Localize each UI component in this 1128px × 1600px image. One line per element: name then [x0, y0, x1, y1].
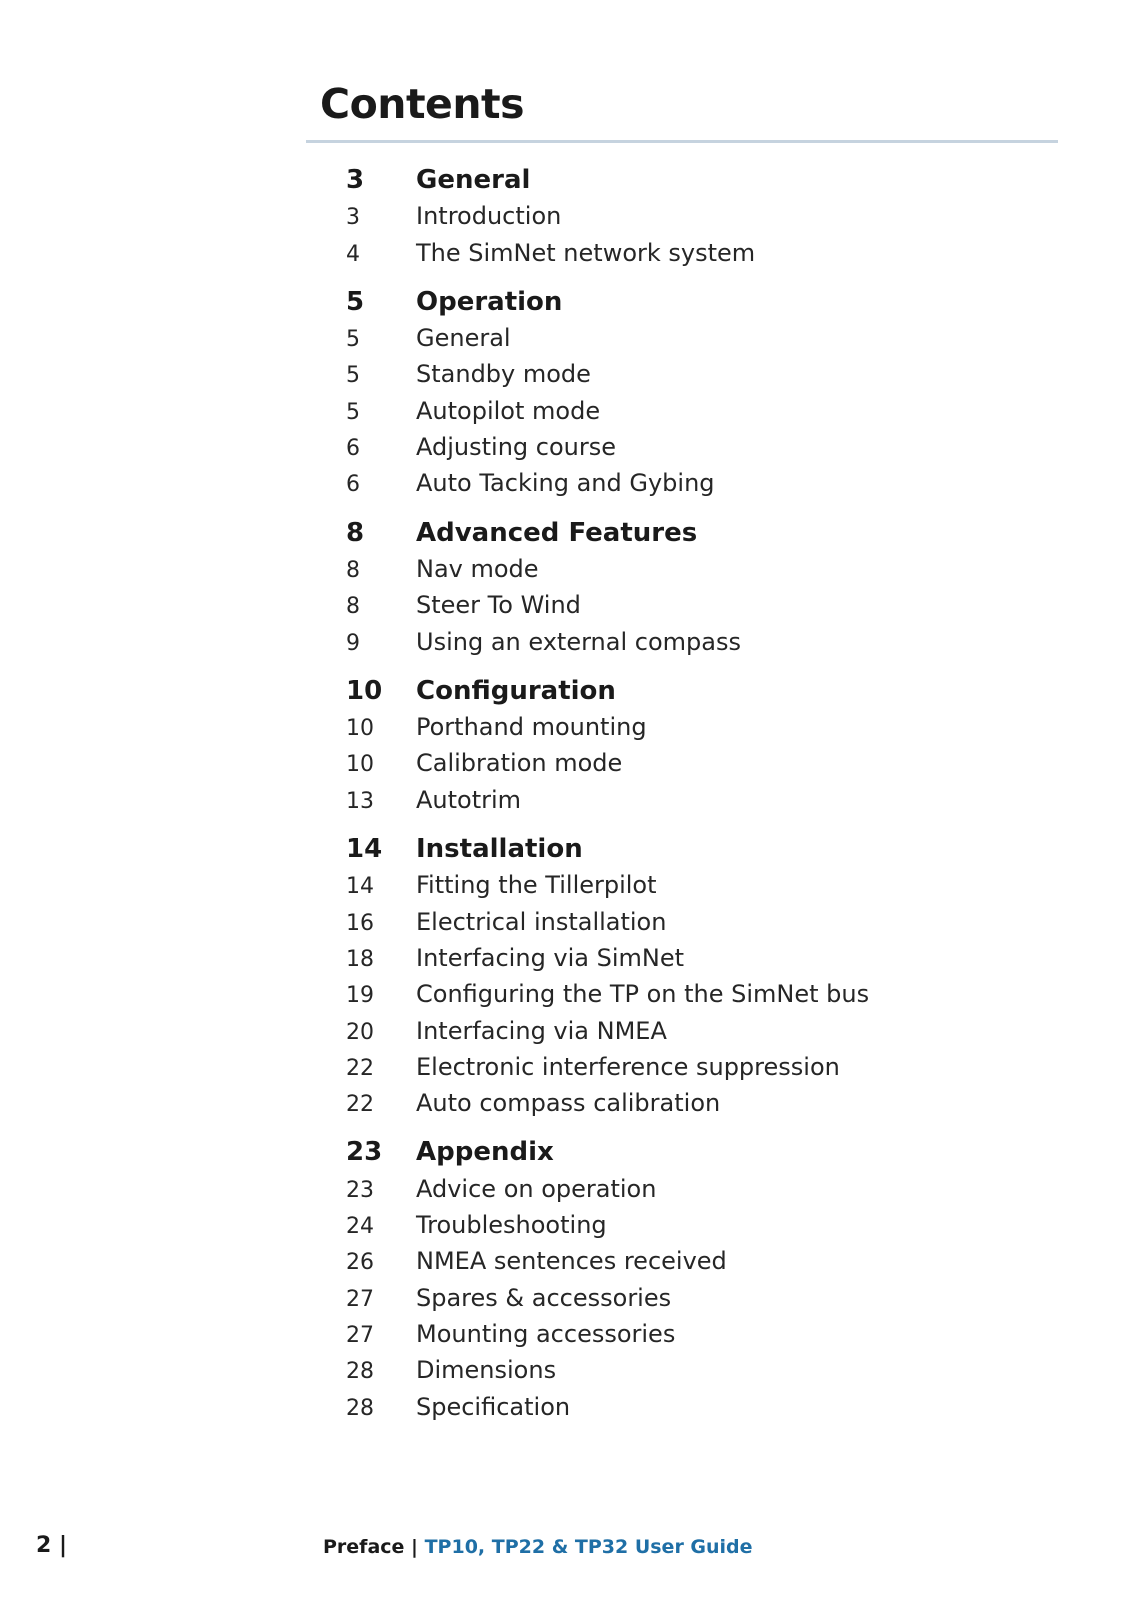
toc-section-heading[interactable]	[346, 162, 1046, 198]
footer-running-head	[323, 1536, 753, 1558]
toc-entry[interactable]	[346, 393, 1046, 429]
toc-entry[interactable]	[346, 465, 1046, 501]
toc-entry-title: Advice on operation	[416, 1174, 657, 1203]
toc-entry-page: 22	[346, 1092, 374, 1118]
toc-entry-title: Auto Tacking and Gybing	[416, 469, 715, 498]
toc-entry-title: General	[416, 324, 511, 353]
toc-entry-page: 8	[346, 557, 360, 583]
footer-section: Preface	[323, 1536, 405, 1558]
toc-entry-title: Troubleshooting	[416, 1211, 607, 1240]
toc-entry-page: 13	[346, 788, 374, 814]
toc-entry[interactable]	[346, 320, 1046, 356]
toc-entry[interactable]	[346, 356, 1046, 392]
toc-section-heading[interactable]	[346, 284, 1046, 320]
toc-entry-title: Auto compass calibration	[416, 1089, 721, 1118]
toc-entry-page: 9	[346, 630, 360, 656]
toc-heading-page: 14	[346, 834, 383, 865]
toc-entry[interactable]	[346, 1243, 1046, 1279]
toc-entry[interactable]	[346, 904, 1046, 940]
toc-entry[interactable]	[346, 940, 1046, 976]
toc-section-heading[interactable]	[346, 515, 1046, 551]
toc-entry[interactable]	[346, 1085, 1046, 1121]
toc-heading-title: General	[416, 165, 531, 195]
toc-entry[interactable]	[346, 1280, 1046, 1316]
toc-section-heading[interactable]	[346, 831, 1046, 867]
toc-entry-page: 27	[346, 1286, 374, 1312]
toc-section-heading[interactable]	[346, 1134, 1046, 1170]
toc-entry-title: Autopilot mode	[416, 396, 601, 425]
toc-entry-page: 27	[346, 1322, 374, 1348]
toc-entry-title: Electronic interference suppression	[416, 1052, 840, 1081]
toc-entry-title: Electrical installation	[416, 907, 667, 936]
toc-entry[interactable]	[346, 1389, 1046, 1425]
toc-entry-title: Interfacing via SimNet	[416, 943, 685, 972]
toc-section-heading[interactable]	[346, 673, 1046, 709]
toc-section	[346, 515, 1046, 660]
toc-entry[interactable]	[346, 1013, 1046, 1049]
toc-entry-page: 24	[346, 1214, 374, 1240]
toc-entry-title: Using an external compass	[416, 627, 741, 656]
toc-heading-page: 3	[346, 165, 365, 195]
toc-entry-title: Standby mode	[416, 360, 591, 389]
toc-heading-title: Advanced Features	[416, 517, 698, 548]
toc-heading-title: Operation	[416, 286, 563, 317]
toc-entry-page: 19	[346, 983, 374, 1009]
toc-entry-title: Steer To Wind	[416, 591, 581, 620]
toc-entry-page: 16	[346, 910, 374, 936]
toc-entry-page: 10	[346, 716, 374, 742]
toc-entry-title: Porthand mounting	[416, 713, 647, 742]
toc-heading-page: 10	[346, 675, 383, 706]
toc-entry[interactable]	[346, 745, 1046, 781]
footer-page-number: 2 |	[36, 1533, 68, 1558]
toc-section	[346, 673, 1046, 818]
toc-entry-title: Dimensions	[416, 1356, 557, 1385]
page-title: Contents	[320, 80, 525, 128]
toc-entry-title: Introduction	[416, 202, 562, 231]
toc-entry-page: 6	[346, 472, 360, 498]
toc-heading-page: 23	[346, 1137, 383, 1168]
toc-entry-page: 18	[346, 946, 374, 972]
toc-entry[interactable]	[346, 1049, 1046, 1085]
toc-entry[interactable]	[346, 709, 1046, 745]
toc-entry[interactable]	[346, 429, 1046, 465]
toc-heading-title: Configuration	[416, 675, 616, 706]
toc-entry-page: 14	[346, 874, 374, 900]
toc-entry[interactable]	[346, 624, 1046, 660]
toc-entry-title: Autotrim	[416, 785, 522, 814]
toc-entry[interactable]	[346, 976, 1046, 1012]
toc-section	[346, 831, 1046, 1121]
toc-entry-page: 5	[346, 327, 360, 353]
toc-entry-title: Configuring the TP on the SimNet bus	[416, 980, 870, 1009]
toc-entry-title: Interfacing via NMEA	[416, 1016, 667, 1045]
toc-entry[interactable]	[346, 235, 1046, 271]
toc-entry-title: Specification	[416, 1392, 571, 1421]
toc-entry-title: Nav mode	[416, 554, 539, 583]
toc-entry-page: 6	[346, 436, 360, 462]
toc-section	[346, 1134, 1046, 1424]
toc-entry[interactable]	[346, 782, 1046, 818]
toc-entry-page: 28	[346, 1395, 374, 1421]
toc-entry-title: Spares & accessories	[416, 1283, 672, 1312]
toc-entry-title: Mounting accessories	[416, 1319, 676, 1348]
toc-entry[interactable]	[346, 551, 1046, 587]
toc-entry-page: 4	[346, 241, 360, 267]
toc-section	[346, 162, 1046, 271]
title-divider	[306, 140, 1058, 143]
toc-heading-title: Appendix	[416, 1137, 554, 1168]
toc-entry-page: 5	[346, 363, 360, 389]
toc-entry-page: 10	[346, 752, 374, 778]
toc-heading-page: 5	[346, 286, 365, 317]
toc-entry[interactable]	[346, 1352, 1046, 1388]
toc-entry[interactable]	[346, 1316, 1046, 1352]
table-of-contents	[346, 162, 1046, 1438]
toc-entry-title: Fitting the Tillerpilot	[416, 871, 657, 900]
footer-separator: |	[404, 1536, 425, 1558]
toc-entry-title: The SimNet network system	[416, 238, 756, 267]
toc-entry-page: 8	[346, 594, 360, 620]
toc-section	[346, 284, 1046, 502]
toc-entry[interactable]	[346, 1171, 1046, 1207]
footer-guide-title: TP10, TP22 & TP32 User Guide	[424, 1536, 753, 1558]
toc-entry-page: 28	[346, 1359, 374, 1385]
toc-entry[interactable]	[346, 1207, 1046, 1243]
toc-entry-page: 5	[346, 399, 360, 425]
toc-entry-title: Adjusting course	[416, 433, 616, 462]
toc-entry-page: 20	[346, 1019, 374, 1045]
toc-entry-page: 26	[346, 1250, 374, 1276]
toc-entry[interactable]	[346, 587, 1046, 623]
toc-entry-page: 22	[346, 1055, 374, 1081]
toc-entry-title: NMEA sentences received	[416, 1247, 727, 1276]
toc-entry[interactable]	[346, 198, 1046, 234]
toc-heading-title: Installation	[416, 834, 583, 865]
toc-entry[interactable]	[346, 867, 1046, 903]
toc-entry-title: Calibration mode	[416, 749, 623, 778]
toc-entry-page: 3	[346, 205, 360, 231]
toc-heading-page: 8	[346, 517, 365, 548]
toc-entry-page: 23	[346, 1177, 374, 1203]
